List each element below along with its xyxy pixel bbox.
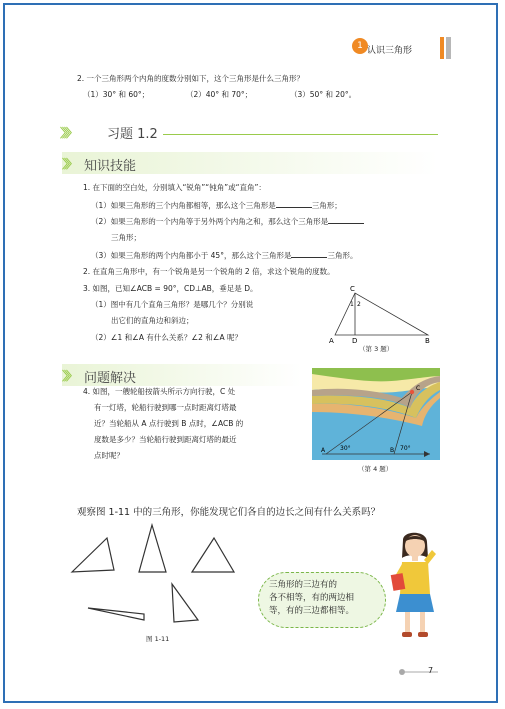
- p1-stem: 1. 在下面的空白处，分别填入“锐角”“钝角”或“直角”：: [83, 183, 266, 192]
- p1-item-3: （3）如果三角形的两个内角都小于 45°，那么这个三角形是 三角形。: [91, 251, 358, 260]
- p2-text: 2. 在直角三角形中，有一个锐角是另一个锐角的 2 倍，求这个锐角的度数。: [83, 267, 335, 276]
- exercise-title: 习题 1.2: [107, 127, 158, 142]
- fig3-label-b: B: [425, 337, 430, 345]
- p4-line-5: 点时呢？: [94, 451, 124, 460]
- fig3-angle-1: 1: [350, 301, 354, 308]
- q2-stem: 2. 一个三角形两个内角的度数分别如下，这个三角形是什么三角形？: [77, 74, 305, 83]
- page-number: 7: [428, 666, 434, 675]
- section-chevrons: 〉〉〉: [62, 369, 75, 383]
- section-title-knowledge: 知识技能: [84, 159, 137, 174]
- figure-4-map: [312, 368, 440, 460]
- header-bar-gray: [446, 37, 451, 59]
- section-chevrons: 〉〉〉〉: [60, 126, 75, 140]
- bubble-line-3: 等，有的三边都相等。: [269, 606, 355, 616]
- fig4-label-c: C: [416, 385, 421, 392]
- student-illustration: [390, 528, 440, 643]
- figure-1-11-caption: 图 1-11: [146, 635, 170, 643]
- q2-option-1: （1）30° 和 60°；: [83, 90, 150, 99]
- bubble-line-2: 各不相等，有的两边相: [269, 593, 355, 603]
- p3-item-2: （2）∠1 和∠A 有什么关系？∠2 和∠A 呢？: [91, 333, 243, 342]
- p4-line-4: 度数是多少？当轮船行驶到距离灯塔的最近: [94, 435, 237, 444]
- speech-bubble: [258, 572, 386, 628]
- chapter-title: 认识三角形: [367, 46, 413, 56]
- figure-3-caption: （第 3 题）: [359, 345, 394, 353]
- exercise-title-rule: [163, 134, 438, 135]
- triangle-1: [72, 538, 114, 572]
- observe-text: 观察图 1-11 中的三角形，你能发现它们各自的边长之间有什么关系吗？: [77, 507, 381, 518]
- q2-option-2: （2）40° 和 70°；: [186, 90, 253, 99]
- p4-line-1: 4. 如图，一艘轮船按箭头所示方向行驶，C 处: [83, 387, 236, 396]
- fig3-label-a: A: [329, 337, 334, 345]
- p4-line-2: 有一灯塔，轮船行驶到哪一点时距离灯塔最: [94, 403, 237, 412]
- fig3-label-d: D: [352, 337, 358, 345]
- fig3-angle-2: 2: [357, 301, 361, 308]
- p4-line-3: 近？当轮船从 A 点行驶到 B 点时，∠ACB 的: [94, 419, 244, 428]
- fig4-angle-30: 30°: [340, 445, 351, 452]
- header-bar-orange: [440, 37, 444, 59]
- triangle-2: [139, 525, 166, 572]
- chapter-number-badge: 1: [352, 38, 368, 54]
- p3-item-1-cont: 出它们的直角边和斜边；: [111, 316, 194, 325]
- fig4-label-b: B: [390, 447, 395, 454]
- fig4-label-a: A: [321, 447, 326, 454]
- triangle-5: [172, 584, 198, 622]
- p1-item-2-cont: 三角形；: [111, 233, 141, 242]
- q2-option-3: （3）50° 和 20°。: [290, 90, 357, 99]
- bubble-line-1: 三角形的三边有的: [269, 580, 338, 590]
- section-chevrons: 〉〉〉: [62, 157, 75, 171]
- p1-item-2: （2）如果三角形的一个内角等于另外两个内角之和，那么这个三角形是: [91, 215, 364, 227]
- figure-3-triangle: [325, 283, 440, 353]
- p3-stem: 3. 如图，已知∠ACB = 90°，CD⊥AB，垂足是 D。: [83, 284, 258, 293]
- fig4-angle-70: 70°: [400, 445, 411, 452]
- p3-item-1: （1）图中有几个直角三角形？是哪几个？分别说: [91, 300, 254, 309]
- figure-1-11-triangles: [62, 520, 252, 630]
- fig3-label-c: C: [350, 285, 355, 293]
- triangle-4: [88, 608, 144, 620]
- figure-4-caption: （第 4 题）: [358, 465, 393, 473]
- triangle-3: [192, 538, 234, 572]
- section-title-problem: 问题解决: [84, 371, 137, 386]
- p1-item-1: （1）如果三角形的三个内角都相等，那么这个三角形是 三角形；: [91, 201, 342, 210]
